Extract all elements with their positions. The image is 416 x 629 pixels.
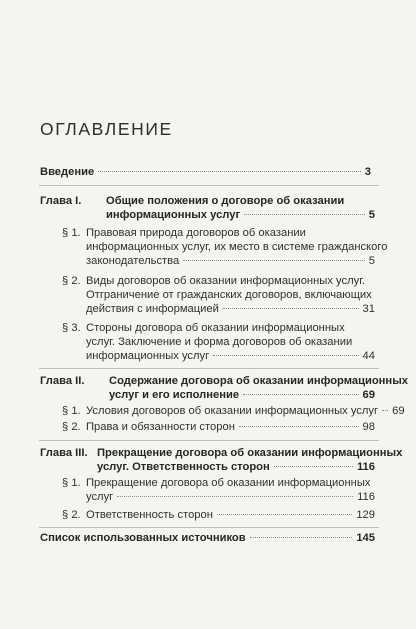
- page-number: 5: [368, 255, 375, 267]
- page-number: 145: [356, 532, 375, 544]
- page-number: 116: [357, 491, 375, 503]
- toc-entry-sources[interactable]: [40, 531, 375, 545]
- dot-leader: [183, 260, 365, 261]
- section-title-line: законодательства: [86, 255, 180, 267]
- page-number: 3: [364, 166, 371, 178]
- dot-leader: [239, 426, 359, 427]
- dot-leader: [213, 355, 358, 356]
- toc-entry-ch2-s1[interactable]: [86, 404, 405, 418]
- toc-entry-ch1-s3[interactable]: [86, 349, 375, 363]
- section-number: § 2.: [62, 509, 81, 521]
- page-number: 31: [362, 303, 375, 315]
- chapter-label: Глава I.: [40, 195, 82, 207]
- separator-rule: [39, 368, 379, 369]
- dot-leader: [217, 514, 352, 515]
- page-number: 69: [362, 389, 375, 401]
- chapter-label: Глава II.: [40, 375, 85, 387]
- toc-entry-ch1-s1[interactable]: [86, 254, 375, 268]
- dot-leader: [223, 308, 359, 309]
- toc-entry-ch1-s2[interactable]: [86, 302, 375, 316]
- section-number: § 1.: [62, 227, 81, 239]
- entry-title: Введение: [40, 166, 95, 178]
- chapter-label: Глава III.: [40, 447, 88, 459]
- section-number: § 1.: [62, 405, 81, 417]
- section-title-line: информационных услуг, их место в системе гражданского: [86, 241, 388, 253]
- section-title-line: Стороны договора об оказании информационных: [86, 322, 345, 334]
- chapter-title-line: информационных услуг: [106, 209, 241, 221]
- section-title-line: Ответственность сторон: [86, 509, 213, 521]
- chapter-title-line: Содержание договора об оказании информационных: [109, 375, 408, 387]
- section-title-line: услуг. Заключение и форма договоров об оказании: [86, 336, 353, 348]
- section-number: § 2.: [62, 275, 81, 287]
- section-title-line: информационных услуг: [86, 350, 210, 362]
- separator-rule: [39, 440, 379, 441]
- toc-entry-chapter-3[interactable]: [97, 460, 375, 474]
- chapter-title-line: Прекращение договора об оказании информационных: [97, 447, 403, 459]
- chapter-title-line: услуг и его исполнение: [109, 389, 240, 401]
- section-title-line: Условия договоров об оказании информационных услуг: [86, 405, 379, 417]
- section-title-line: услуг: [86, 491, 114, 503]
- section-number: § 1.: [62, 477, 81, 489]
- separator-rule: [39, 527, 379, 528]
- section-number: § 2.: [62, 421, 81, 433]
- section-title-line: Виды договоров об оказании информационных услуг.: [86, 275, 366, 287]
- page-number: 69: [392, 405, 405, 417]
- toc-entry-ch3-s2[interactable]: [86, 508, 375, 522]
- page-number: 129: [356, 509, 375, 521]
- dot-leader: [244, 214, 365, 215]
- dot-leader: [243, 394, 358, 395]
- dot-leader: [117, 496, 353, 497]
- page-number: 44: [362, 350, 375, 362]
- separator-rule: [39, 185, 379, 186]
- page-number: 5: [368, 209, 375, 221]
- toc-entry-chapter-2[interactable]: [109, 388, 375, 402]
- toc-entry-chapter-1[interactable]: [106, 208, 375, 222]
- section-title-line: действия с информацией: [86, 303, 219, 315]
- section-title-line: Права и обязанности сторон: [86, 421, 235, 433]
- entry-title: Список использованных источников: [40, 532, 246, 544]
- toc-entry-ch3-s1[interactable]: [86, 490, 375, 504]
- toc-entry-intro[interactable]: [40, 165, 371, 179]
- section-title-line: Правовая природа договоров об оказании: [86, 227, 306, 239]
- section-title-line: Прекращение договора об оказании информационных: [86, 477, 371, 489]
- dot-leader: [250, 537, 353, 538]
- chapter-title-line: услуг. Ответственность сторон: [97, 461, 270, 473]
- chapter-title-line: Общие положения о договоре об оказании: [106, 195, 345, 207]
- section-title-line: Отграничение от гражданских договоров, включающих: [86, 289, 372, 301]
- dot-leader: [382, 410, 388, 411]
- toc-entry-ch2-s2[interactable]: [86, 420, 375, 434]
- dot-leader: [98, 171, 361, 172]
- toc-heading: ОГЛАВЛЕНИЕ: [40, 119, 173, 139]
- section-number: § 3.: [62, 322, 81, 334]
- page-number: 98: [362, 421, 375, 433]
- page-number: 116: [356, 461, 375, 473]
- dot-leader: [274, 466, 353, 467]
